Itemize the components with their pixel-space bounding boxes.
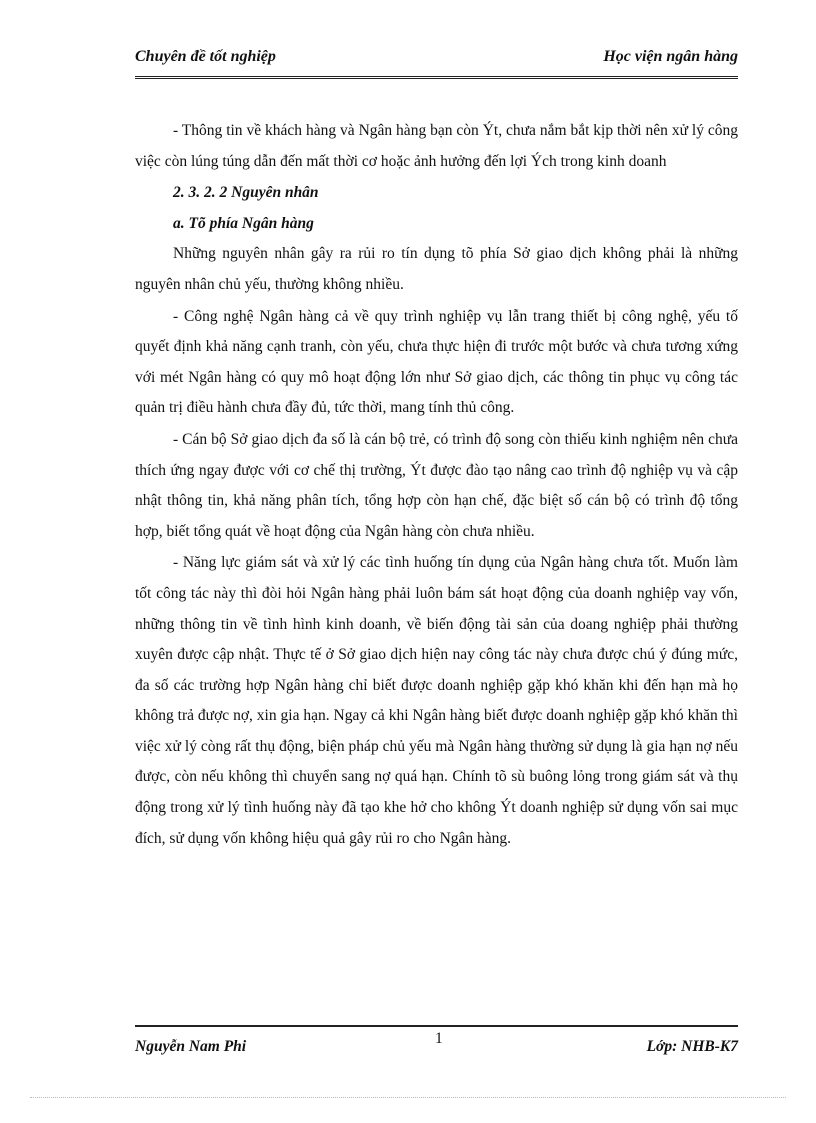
paragraph: - Thông tin về khách hàng và Ngân hàng bạn còn Ýt, chưa nắm bắt kịp thời nên xử lý công việc còn lúng túng dẫn đến mất thời cơ hoặc ảnh hưởng đến lợi Ých trong kinh doanh: [135, 122, 738, 170]
page-bottom-border: [30, 1097, 786, 1098]
page-header: [135, 44, 738, 79]
paragraph: - Năng lực giám sát và xử lý các tình huống tín dụng của Ngân hàng chưa tốt. Muốn làm tốt công tác này thì đòi hỏi Ngân hàng phải luôn bám sát hoạt động của doanh nghiệp vay vốn, những thông tin về tình hình kinh doanh, về biến động tài sản của doang nghiệp phải thường xuyên được cập nhật. Thực tế ở Sở giao dịch hiện nay công tác này chưa được chú ý đúng mức, đa số các trường hợp Ngân hàng chỉ biết được doanh nghiệp gặp khó khăn khi đến hạn mà họ không trả được nợ, xin gia hạn. Ngay cả khi Ngân hàng biết được doanh nghiệp gặp khó khăn thì việc xử lý còng rất thụ động, biện pháp chủ yếu mà Ngân hàng thường sử dụng là gia hạn nợ nếu được, còn nếu không thì chuyển sang nợ quá hạn. Chính tõ sù buông lỏng trong giám sát và thụ động trong xử lý tình huống này đã tạo khe hở cho không Ýt doanh nghiệp sử dụng vốn sai mục đích, sử dụng vốn không hiệu quả gây rủi ro cho Ngân hàng.: [135, 554, 738, 847]
subsection-heading: a. Tõ phía Ngân hàng: [173, 214, 314, 232]
footer-divider: [135, 1025, 738, 1027]
footer-class: Lớp: NHB-K7: [646, 1038, 738, 1055]
header-title: Chuyên đề tốt nghiệp: [135, 48, 276, 65]
document-body: [135, 116, 738, 855]
header-institution: Học viện ngân hàng: [603, 48, 738, 65]
page-footer: [135, 1030, 738, 1066]
footer-author: Nguyễn Nam Phi: [135, 1038, 247, 1055]
page-number: 1: [435, 1030, 443, 1047]
paragraph: - Công nghệ Ngân hàng cả về quy trình nghiệp vụ lẫn trang thiết bị công nghệ, yếu tố quyết định khả năng cạnh tranh, còn yếu, chưa thực hiện đi trước một bước và chưa tương xứng với mét Ngân hàng có quy mô hoạt động lớn như Sở giao dịch, các thông tin phục vụ công tác quản trị điều hành chưa đầy đủ, tức thời, mang tính thủ công.: [135, 307, 738, 417]
paragraph: - Cán bộ Sở giao dịch đa số là cán bộ trẻ, có trình độ song còn thiếu kinh nghiệm nên chưa thích ứng ngay được với cơ chế thị trường, Ýt được đào tạo nâng cao trình độ nghiệp vụ và cập nhật thông tin, khả năng phân tích, tổng hợp còn hạn chế, đặc biệt số cán bộ có trình độ tổng hợp, biết tổng quát về hoạt động của Ngân hàng còn chưa nhiều.: [135, 430, 738, 540]
section-heading: 2. 3. 2. 2 Nguyên nhân: [173, 184, 319, 202]
paragraph: Những nguyên nhân gây ra rủi ro tín dụng tõ phía Sở giao dịch không phải là những nguyên nhân chủ yếu, thường không nhiều.: [135, 245, 738, 293]
